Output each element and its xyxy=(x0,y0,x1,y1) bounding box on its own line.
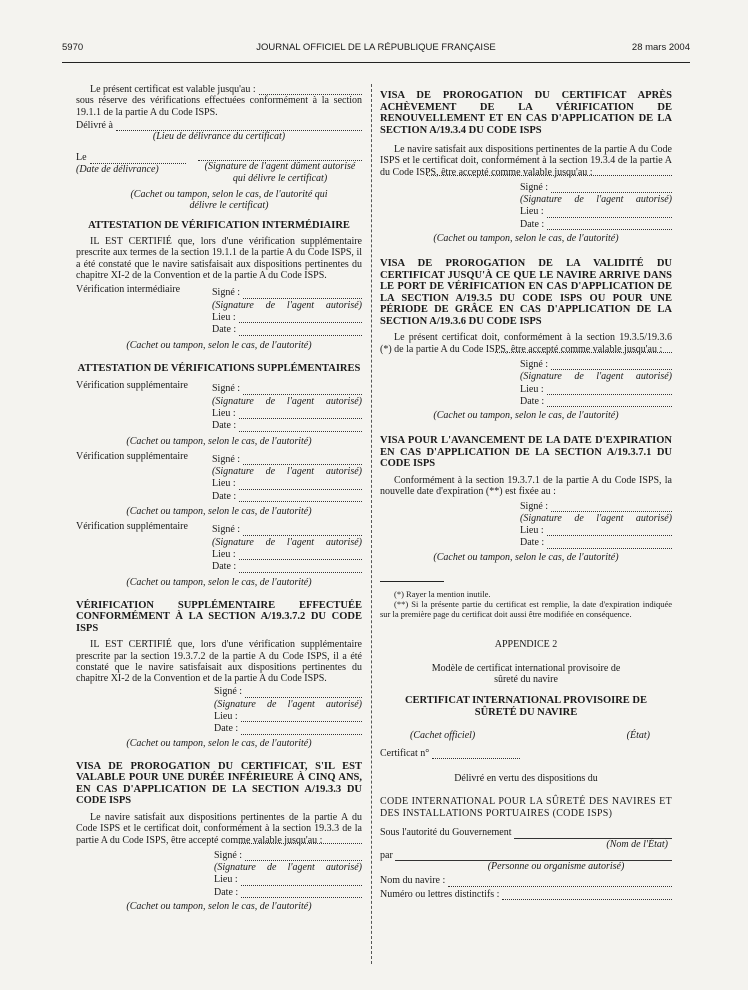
delivre-label: Délivré à xyxy=(76,119,113,131)
cachet-supp-2: (Cachet ou tampon, selon le cas, de l'autorité) xyxy=(126,506,312,518)
signature-caption: (Signature de l'agent autorisé) xyxy=(520,512,672,524)
journal-title: JOURNAL OFFICIEL DE LA RÉPUBLIQUE FRANÇAISE xyxy=(256,42,496,53)
cachet-effectuee: (Cachet ou tampon, selon le cas, de l'autorité) xyxy=(126,737,312,749)
sign-block-supp-3 xyxy=(212,523,362,573)
header-rule xyxy=(62,62,690,63)
verif-supp-label: Vérification supplémentaire xyxy=(76,450,188,462)
verif-effectuee-title: VÉRIFICATION SUPPLÉMENTAIRE EFFECTUÉE CONFORMÉMENT À LA SECTION A/19.3.7.2 DU CODE ISPS xyxy=(76,599,362,634)
date-label: Date : xyxy=(214,886,239,898)
visa-renouv-title: VISA DE PROROGATION DU CERTIFICAT APRÈS ACHÈVEMENT DE LA VÉRIFICATION DE RENOUVELLEMENT ET EN CAS D'APPLICATION DE LA SECTION A/19.3.4 DU CODE ISPS xyxy=(380,90,672,136)
visa-renouv-dots xyxy=(424,167,672,176)
sous-autorite-label: Sous l'autorité du Gouvernement xyxy=(380,827,512,839)
signe-label: Signé : xyxy=(214,849,243,861)
footnote-rule xyxy=(380,581,444,582)
signature-caption: (Signature de l'agent autorisé) xyxy=(214,698,362,710)
visa-avance-body: Conformément à la section 19.3.7.1 de la partie A du Code ISPS, la nouvelle date d'expiration (**) est fixée au : xyxy=(380,474,672,498)
cachet-avance: (Cachet ou tampon, selon le cas, de l'autorité) xyxy=(433,551,619,563)
signature-caption: (Signature de l'agent autorisé) xyxy=(212,395,362,407)
att-supp-title: ATTESTATION DE VÉRIFICATIONS SUPPLÉMENTAIRES xyxy=(77,362,361,374)
lieu-label: Lieu : xyxy=(212,548,236,560)
appendix-label: APPENDICE 2 xyxy=(494,639,558,651)
certificat-no-label: Certificat n° xyxy=(380,747,430,759)
att-interm-title: ATTESTATION DE VÉRIFICATION INTERMÉDIAIRE xyxy=(88,219,350,231)
date-label: Date : xyxy=(520,537,545,549)
visa-port-body: Le présent certificat doit, conformément à la section 19.3.5/19.3.6 (*) de la partie A du Code ISPS, être accepté comme valable jusqu'au : xyxy=(380,332,672,355)
visa-port-title: VISA DE PROROGATION DE LA VALIDITÉ DU CERTIFICAT JUSQU'À CE QUE LE NAVIRE ARRIVE DANS LE PORT DE VÉRIFICATION EN CAS D'APPLICATION DE LA SECTION A/19.3.5 DU CODE ISPS OU POUR UNE PÉRIODE DE GRÂCE EN CAS D'APPLICATION DE LA SECTION A/19.3.6 DU CODE ISPS xyxy=(380,258,672,327)
signe-label: Signé : xyxy=(520,181,549,193)
par-line xyxy=(380,850,672,861)
lieu-label: Lieu : xyxy=(520,383,544,395)
nom-etat-caption: (Nom de l'État) xyxy=(606,838,668,850)
modele-caption: Modèle de certificat international provisoire de sûreté du navire xyxy=(431,662,621,686)
verif-interm-row xyxy=(76,284,362,336)
lieu-label: Lieu : xyxy=(212,407,236,419)
le-label: Le xyxy=(76,152,87,164)
verif-effectuee-body: IL EST CERTIFIÉ que, lors d'une vérification supplémentaire prescrite par la section 19.3.7.2 de la partie A du Code ISPS, il a été constaté que le navire satisfaisait aux dispositions pertinentes du chapitre XI-2 de la Convention et de la partie A du Code ISPS. xyxy=(76,639,362,685)
signature-caption: (Signature de l'agent autorisé) xyxy=(520,194,672,206)
sign-block-supp-1 xyxy=(212,382,362,432)
verif-interm-label: Vérification intermédiaire xyxy=(76,284,181,296)
nom-navire-line xyxy=(380,875,672,886)
signe-label: Signé : xyxy=(212,287,241,299)
sign-block-avance xyxy=(520,501,672,549)
le-date-block xyxy=(76,152,186,184)
cachet-renouv: (Cachet ou tampon, selon le cas, de l'autorité) xyxy=(433,233,619,245)
verif-supp-row-1 xyxy=(76,380,362,432)
cachet-etat-row xyxy=(380,730,672,741)
personne-caption: (Personne ou organisme autorisé) xyxy=(487,861,625,873)
verif-supp-row-3 xyxy=(76,521,362,573)
lieu-label: Lieu : xyxy=(214,874,238,886)
signature-caption: (Signature de l'agent autorisé) xyxy=(212,536,362,548)
numero-lettres-label: Numéro ou lettres distinctifs : xyxy=(380,888,500,900)
par-label: par xyxy=(380,849,393,861)
sous-autorite-line xyxy=(380,827,672,838)
signe-label: Signé : xyxy=(212,524,241,536)
delivre-vertu: Délivré en vertu des dispositions du xyxy=(454,772,598,784)
visa-renouv-body: Le navire satisfait aux dispositions pertinentes de la partie A du Code ISPS et le certificat doit, conformément à la section 19.3.4 de la partie A du Code ISPS, être accepté comme valable jusqu'au : xyxy=(380,144,672,178)
cachet-supp-3: (Cachet ou tampon, selon le cas, de l'autorité) xyxy=(126,576,312,588)
validity-continuation: sous réserve des vérifications effectuées conformément à la section 19.1.1 de la partie A du Code ISPS. xyxy=(76,95,362,118)
footnote-1: (*) Rayer la mention inutile. xyxy=(394,589,491,600)
sign-block-port xyxy=(520,359,672,407)
cachet-supp-1: (Cachet ou tampon, selon le cas, de l'autorité) xyxy=(126,435,312,447)
visa-port-dots xyxy=(492,344,672,353)
signature-caption: (Signature de l'agent autorisé) xyxy=(520,371,672,383)
code-isps-text: CODE INTERNATIONAL POUR LA SÛRETÉ DES NAVIRES ET DES INSTALLATIONS PORTUAIRES (CODE ISPS) xyxy=(380,796,672,819)
date-delivrance-caption: (Date de délivrance) xyxy=(76,163,159,175)
sign-block-supp-2 xyxy=(212,453,362,503)
lieu-label: Lieu : xyxy=(520,525,544,537)
cachet-officiel: (Cachet officiel) xyxy=(410,730,476,742)
right-column xyxy=(380,90,672,900)
lieu-label: Lieu : xyxy=(520,206,544,218)
visa-avance-title: VISA POUR L'AVANCEMENT DE LA DATE D'EXPIRATION EN CAS D'APPLICATION DE LA SECTION A/19.3.7.1 DU CODE ISPS xyxy=(380,435,672,470)
signature-caption: (Signature de l'agent autorisé) xyxy=(212,299,362,311)
left-column xyxy=(76,84,362,916)
signature-caption: (Signature de l'agent autorisé) xyxy=(214,862,362,874)
date-label: Date : xyxy=(214,723,239,735)
signe-label: Signé : xyxy=(212,453,241,465)
date-label: Date : xyxy=(212,490,237,502)
sign-block-5ans xyxy=(214,850,362,898)
validity-text: Le présent certificat est valable jusqu'au : xyxy=(90,84,256,95)
lieu-label: Lieu : xyxy=(214,711,238,723)
cachet-port: (Cachet ou tampon, selon le cas, de l'autorité) xyxy=(433,410,619,422)
cert-title: CERTIFICAT INTERNATIONAL PROVISOIRE DE SÛRETÉ DU NAVIRE xyxy=(404,695,648,718)
signe-label: Signé : xyxy=(212,383,241,395)
page-number: 5970 xyxy=(62,42,84,53)
lieu-label: Lieu : xyxy=(212,478,236,490)
att-interm-body: IL EST CERTIFIÉ que, lors d'une vérification supplémentaire prescrite aux termes de la section 19.1.1 de la partie A du Code ISPS, il a été constaté que le navire satisfaisait aux dispositions pertinentes du chapitre XI-2 de la Convention et de la partie A du Code ISPS. xyxy=(76,236,362,282)
verif-supp-row-2 xyxy=(76,451,362,503)
delivre-line xyxy=(76,120,362,131)
verif-supp-label: Vérification supplémentaire xyxy=(76,380,188,392)
page-header xyxy=(62,42,690,56)
validity-line xyxy=(76,84,362,95)
date-label: Date : xyxy=(212,324,237,336)
cachet-5ans: (Cachet ou tampon, selon le cas, de l'autorité) xyxy=(126,901,312,913)
signature-agent-caption: (Signature de l'agent dûment autorisé qui délivre le certificat) xyxy=(204,161,356,184)
lieu-delivrance-caption: (Lieu de délivrance du certificat) xyxy=(152,131,286,143)
cachet-delivre-caption: (Cachet ou tampon, selon le cas, de l'autorité qui délivre le certificat) xyxy=(130,189,328,212)
signe-label: Signé : xyxy=(520,500,549,512)
sign-block-interm xyxy=(212,286,362,336)
verif-supp-label: Vérification supplémentaire xyxy=(76,521,188,533)
numero-lettres-line xyxy=(380,889,672,900)
column-separator xyxy=(371,84,372,964)
date-label: Date : xyxy=(212,420,237,432)
certificat-no-line xyxy=(380,748,520,759)
etat-caption: (État) xyxy=(626,730,650,742)
le-signature-row xyxy=(76,152,362,184)
sign-block-renouv xyxy=(520,182,672,230)
visa-5ans-dots xyxy=(236,835,362,844)
date-label: Date : xyxy=(520,395,545,407)
signe-label: Signé : xyxy=(520,358,549,370)
signature-block xyxy=(198,152,362,184)
footnote-2: (**) Si la présente partie du certificat est remplie, la date d'expiration indiquée sur la première page du certificat doit aussi être modifiée en conséquence. xyxy=(380,598,672,619)
date-label: Date : xyxy=(520,218,545,230)
lieu-label: Lieu : xyxy=(212,311,236,323)
visa-5ans-title: VISA DE PROROGATION DU CERTIFICAT, S'IL EST VALABLE POUR UNE DURÉE INFÉRIEURE À CINQ ANS, EN CAS D'APPLICATION DE LA SECTION A/19.3.3 DU CODE ISPS xyxy=(76,760,362,807)
date-label: Date : xyxy=(212,561,237,573)
sign-block-effectuee xyxy=(214,686,362,734)
signature-caption: (Signature de l'agent autorisé) xyxy=(212,466,362,478)
issue-date: 28 mars 2004 xyxy=(631,42,690,53)
cachet-interm: (Cachet ou tampon, selon le cas, de l'autorité) xyxy=(126,339,312,351)
nom-navire-label: Nom du navire : xyxy=(380,875,446,887)
visa-5ans-body: Le navire satisfait aux dispositions pertinentes de la partie A du Code ISPS et le certificat doit, conformément à la section 19.3.3 de la partie A du Code ISPS, être accepté comme valable jusqu'au : xyxy=(76,811,362,846)
signe-label: Signé : xyxy=(214,686,243,698)
